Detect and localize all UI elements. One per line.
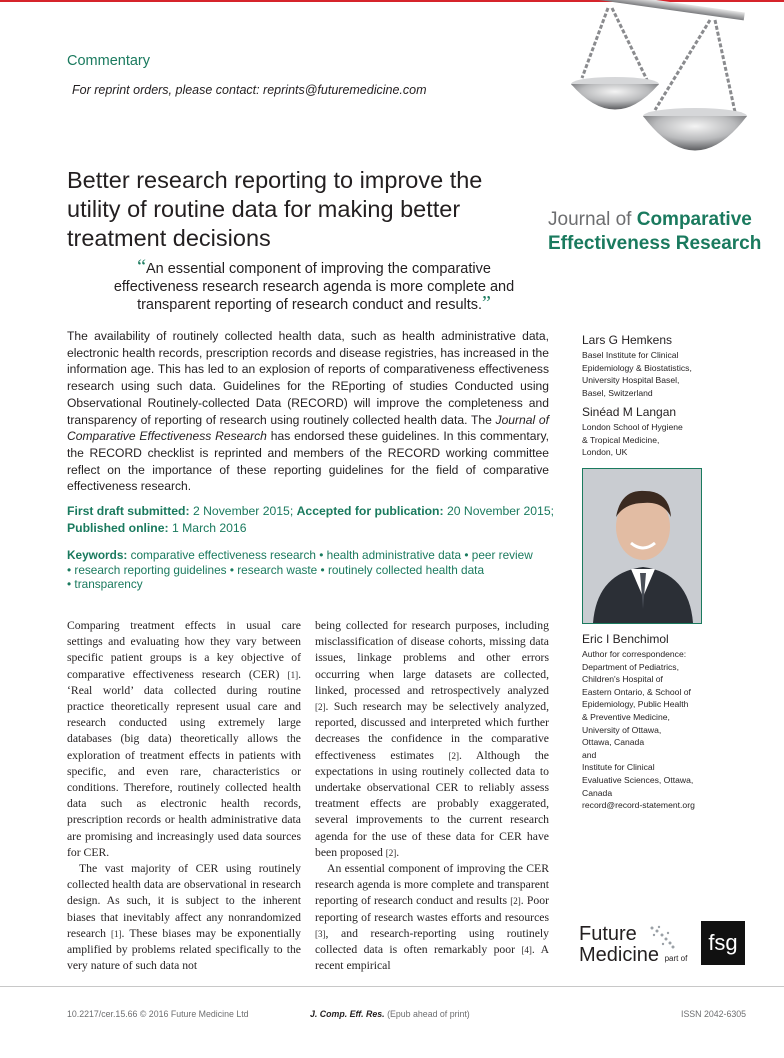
right-scale-pan (643, 116, 747, 151)
affiliation-line: & Preventive Medicine, (582, 711, 670, 722)
scale-beam (595, 0, 745, 20)
author-block-3 (582, 632, 772, 812)
citation-ref[interactable]: [4] (521, 945, 532, 956)
pull-quote (104, 256, 524, 314)
reprint-notice: For reprint orders, please contact: reprints@futuremedicine.com (72, 83, 427, 97)
body-text: An essential component of improving the CER research agenda is more complete and transparent reporting of research conduct and results (315, 862, 549, 908)
affiliation-line: Eastern Ontario, & School of (582, 686, 691, 697)
affiliation-line: London School of Hygiene (582, 422, 683, 432)
affiliation-line: London, UK (582, 447, 628, 458)
citation-ref[interactable]: [2] (448, 750, 460, 761)
published-label: Published online: (67, 520, 169, 535)
correspondence-email: record@record-statement.org (582, 800, 695, 811)
open-quote-mark: “ (137, 256, 146, 278)
section-label: Commentary (67, 53, 150, 69)
submitted-label: First draft submitted: (67, 504, 190, 518)
body-paragraph (67, 861, 301, 974)
author-name: Lars G Hemkens (582, 333, 673, 347)
affiliation-line: and (582, 749, 597, 760)
body-column-1 (67, 618, 301, 974)
publication-dates (67, 503, 557, 536)
journal-logo-name-1: Comparative (636, 209, 752, 230)
affiliation-line: Department of Pediatrics, (582, 661, 679, 672)
footer-rule (0, 986, 784, 987)
body-paragraph (315, 618, 549, 861)
author-block-2 (582, 405, 772, 459)
affiliation-line: Ottawa, Canada (582, 737, 645, 748)
affiliation-line: University Hospital Basel, (582, 375, 680, 386)
journal-logo-prefix: Journal of (548, 209, 632, 230)
keyword: routinely collected health data (327, 562, 485, 577)
citation-ref[interactable]: [2] (385, 847, 397, 858)
body-text: . A recent empirical (315, 943, 550, 973)
fsg-logo: fsg (701, 921, 745, 965)
journal-logo (548, 208, 778, 256)
author-affiliation (582, 349, 772, 399)
pull-quote-text: An essential component of improving the comparative effectiveness research research agenda is more complete and transparent reporting of research conduct and results. (113, 261, 515, 313)
keyword: research waste (237, 562, 318, 577)
part-of-label: part of (664, 954, 688, 963)
citation-ref[interactable]: [3] (315, 928, 326, 939)
affiliation-line: University of Ottawa, (582, 724, 662, 735)
affiliation-line: Evaluative Sciences, Ottawa, (582, 774, 694, 785)
keywords-label: Keywords: (67, 548, 128, 562)
author-photo (582, 468, 702, 624)
abstract-text-2: has endorsed these guidelines. In this commentary, the RECORD checklist is reprinted and members of the RECORD working committee reflect on the importance of these reporting guidelines for the field of comparative effectiveness research. (67, 429, 549, 494)
body-text: , and research-reporting using routinely collected data is often remarkably poor (315, 926, 549, 957)
affiliation-line: Children's Hospital of (582, 674, 663, 685)
body-text: Comparing treatment effects in usual care settings and evaluating how they vary between specific patient groups is a key objective of comparative effectiveness research (CER) (67, 619, 301, 681)
body-text: . ‘Real world’ data collected during routine practice theoretically represent usual care and research conducted using extremely large databases (big data) theoretically allows the exploration of treatment effects in patients with specific, and even rare, characteristics or conditions. Therefore, routinely collected health data such as electronic health records, prescription records or health administrative data are promising and increasingly used data sources for CER. (67, 667, 301, 859)
body-paragraph (315, 861, 549, 974)
keyword: comparative effectiveness research (130, 548, 316, 562)
body-text: . Poor reporting of research wastes efforts and resources (315, 894, 549, 924)
affiliation-line: Epidemiology, Public Health (582, 699, 689, 710)
author-name: Sinéad M Langan (582, 405, 677, 419)
affiliation-line: Basel, Switzerland (582, 387, 653, 398)
footer-journal-abbrev: J. Comp. Eff. Res. (310, 1009, 385, 1019)
abstract (67, 328, 549, 495)
body-text: . (396, 845, 400, 859)
body-text: . Although the expectations in using routinely collected data to undertake observational CER to reliably assess treatment effects are probably exaggerated, several improvements to the current research agenda for the use of these data for CER have been proposed (315, 748, 549, 859)
affiliation-line: Canada (582, 787, 613, 798)
left-scale-pan (571, 84, 659, 110)
citation-ref[interactable]: [2] (510, 896, 521, 907)
body-text: The vast majority of CER using routinely collected health data are observational in research design. As such, it is subject to the inherent biases that inevitably affect any nonrandomized research (67, 862, 301, 940)
keywords: Keywords: comparative effectiveness research • health administrative data • peer review • research reporting guidelines • research waste • routinely collected health data • transparency (67, 548, 533, 591)
body-paragraph (67, 618, 301, 861)
body-text: . Such research may be selectively analyzed, reported, discussed and interpreted which further decreases the confidence in the comparative effectiveness estimates (315, 700, 549, 762)
balance-scale-image (560, 0, 750, 205)
abstract-text-1: The availability of routinely collected health data, such as health administrative data, electronic health records, prescription records and disease registries, has increased in the information age. This has led to an explosion of reports of comparativeness effectiveness research using such data. Guidelines for the REporting of studies Conducted using Observational Routinely-collected Data (RECORD) will improve the completeness and transparency of reporting of research using routinely collected health data. The (67, 329, 549, 427)
affiliation-line: Institute for Clinical (582, 762, 655, 773)
dna-helix-icon (648, 924, 676, 950)
abstract-journal-name: Journal of Comparative Effectiveness Research (67, 412, 549, 444)
close-quote-mark: ” (482, 292, 491, 314)
accepted-label: Accepted for publication: (296, 504, 444, 518)
publisher-name-line1: Future (579, 923, 637, 945)
author-affiliation (582, 421, 772, 459)
body-text: being collected for research purposes, including misclassification of disease cohorts, missing data issues, linkage problems and other errors occurring when large datasets are collected, linked, processed and retrospectively analyzed (315, 619, 549, 697)
author-block-1 (582, 333, 772, 399)
author-name: Eric I Benchimol (582, 632, 669, 646)
accepted-date: 20 November 2015; (446, 504, 554, 518)
affiliation-line: Author for correspondence: (582, 649, 687, 659)
footer-journal (310, 1009, 470, 1019)
keyword: transparency (74, 577, 143, 591)
keyword: peer review (471, 548, 533, 562)
submitted-date: 2 November 2015; (192, 504, 294, 518)
affiliation-line: Epidemiology & Biostatistics, (582, 362, 692, 373)
affiliation-line: Basel Institute for Clinical (582, 350, 679, 360)
citation-ref[interactable]: [1] (287, 669, 299, 680)
article-title: Better research reporting to improve the utility of routine data for making better treatment decisions (67, 167, 483, 251)
citation-ref[interactable]: [2] (315, 702, 326, 713)
keyword: research reporting guidelines (74, 562, 227, 577)
body-column-2 (315, 618, 549, 974)
published-date: 1 March 2016 (171, 520, 247, 535)
footer-issn: ISSN 2042-6305 (681, 1009, 747, 1019)
affiliation-line: & Tropical Medicine, (582, 434, 660, 445)
portrait-placeholder-icon (583, 469, 701, 623)
publisher-name-line2: Medicine (579, 944, 660, 966)
keyword: health administrative data (326, 548, 462, 562)
journal-logo-name-2: Effectiveness Research (548, 233, 762, 254)
body-text: . These biases may be exponentially amplified by problems related specifically to the very nature of such data not (67, 926, 302, 973)
footer-status: (Epub ahead of print) (387, 1009, 470, 1019)
author-affiliation (582, 648, 772, 812)
citation-ref[interactable]: [1] (111, 928, 122, 939)
footer-doi: 10.2217/cer.15.66 © 2016 Future Medicine Ltd (67, 1009, 249, 1019)
